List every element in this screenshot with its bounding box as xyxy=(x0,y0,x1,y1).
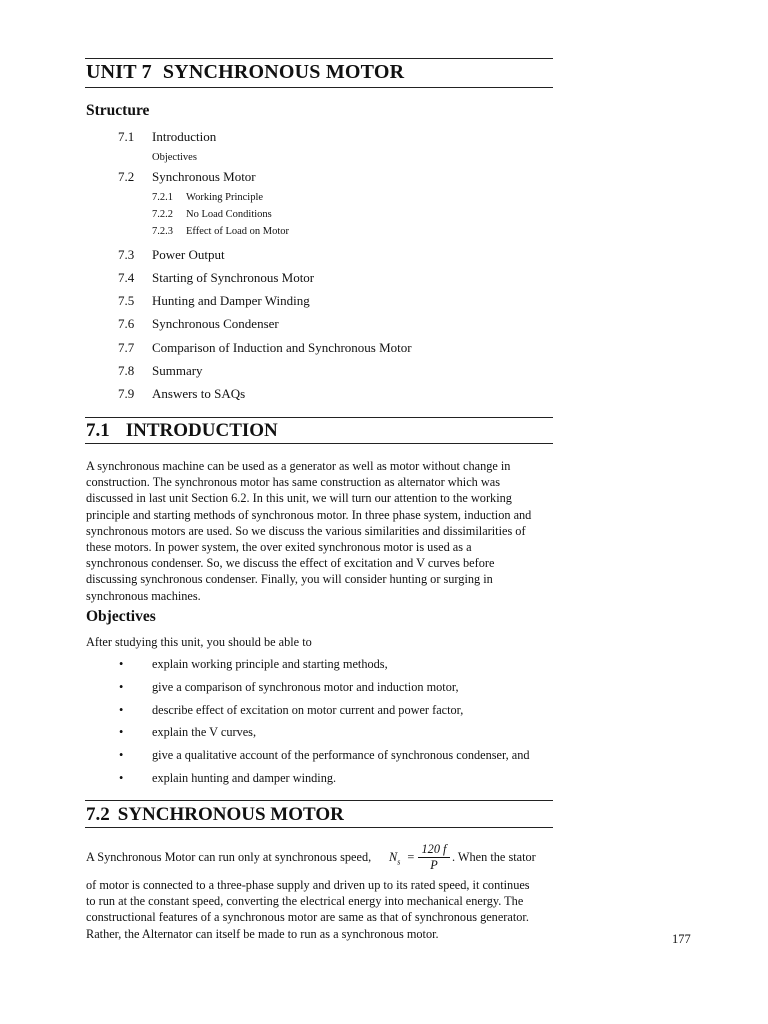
synchronous-speed-symbol xyxy=(389,850,414,866)
section-number: 7.1 xyxy=(86,420,110,441)
paragraph-line: synchronous condenser. So, we discuss the effect of excitation and V curves before xyxy=(86,556,495,571)
equation-lead-text: A Synchronous Motor can run only at synchronous speed, xyxy=(86,850,372,864)
toc-number: 7.6 xyxy=(118,316,135,331)
unit-title xyxy=(86,61,404,84)
unit-title-rule xyxy=(85,87,553,88)
objectives-lead xyxy=(86,634,556,650)
toc-number: 7.3 xyxy=(118,247,135,262)
structure-heading: Structure xyxy=(86,102,150,119)
toc-number: 7.2.3 xyxy=(152,226,173,237)
objective-text: explain working principle and starting methods, xyxy=(152,657,388,671)
toc-title: Hunting and Damper Winding xyxy=(152,293,310,308)
paragraph-line: to run at the constant speed, converting the electrical energy into mechanical energy. The xyxy=(86,894,524,909)
paragraph-line: principle and starting methods of synchronous motor. In three phase system, induction and xyxy=(86,507,532,522)
section-heading-synchronous-motor xyxy=(86,804,344,826)
section-title: SYNCHRONOUS MOTOR xyxy=(117,804,344,825)
bullet-icon: • xyxy=(119,680,124,694)
section-number: 7.2 xyxy=(86,804,110,825)
section-rule xyxy=(85,800,553,801)
speed-symbol: N xyxy=(389,850,398,864)
toc-title: Objectives xyxy=(152,152,197,163)
toc-number: 7.5 xyxy=(118,293,135,308)
paragraph-line: synchronous motors are used. So we discuss the various similarities and dissimilarities of xyxy=(86,523,526,538)
toc-title: Working Principle xyxy=(186,192,264,203)
paragraph-line: constructional features of a synchronous motor are same as that of synchronous generator. xyxy=(86,910,529,925)
toc-title: Starting of Synchronous Motor xyxy=(152,270,315,285)
toc-number: 7.7 xyxy=(118,340,135,355)
objective-text: give a comparison of synchronous motor and induction motor, xyxy=(152,680,459,694)
paragraph-line: construction. The synchronous motor has same construction as alternator which was xyxy=(86,475,501,490)
objective-text: give a qualitative account of the performance of synchronous condenser, and xyxy=(152,748,530,762)
toc-title: Effect of Load on Motor xyxy=(186,226,290,237)
bullet-icon: • xyxy=(119,748,124,762)
synchronous-motor-paragraph xyxy=(86,877,556,942)
paragraph-line: discussed in last unit Section 6.2. In this unit, we will turn our attention to the working xyxy=(86,491,512,506)
intro-paragraph xyxy=(86,458,556,604)
fraction-denominator: P xyxy=(430,858,438,872)
toc-title: Introduction xyxy=(152,129,217,144)
paragraph-line: these motors. In power system, the over exited synchronous motor is used as a xyxy=(86,540,472,555)
objective-text: explain hunting and damper winding. xyxy=(152,771,337,785)
section-heading-introduction xyxy=(86,420,278,442)
paragraph-line: discussing synchronous condenser. Finally, you will consider hunting or surging in xyxy=(86,572,493,587)
section-title: INTRODUCTION xyxy=(125,420,278,441)
toc-title: Synchronous Motor xyxy=(152,169,256,184)
equation-tail-text: . When the stator xyxy=(452,850,536,864)
paragraph-line: Rather, the Alternator can itself be made to run as a synchronous motor. xyxy=(86,926,439,941)
speed-fraction xyxy=(418,842,450,873)
paragraph-line: of motor is connected to a three-phase supply and driven up to its rated speed, it continues xyxy=(86,878,530,892)
toc-title: Synchronous Condenser xyxy=(152,316,279,331)
toc-title: No Load Conditions xyxy=(186,209,272,220)
toc-number: 7.8 xyxy=(118,363,135,378)
page-number: 177 xyxy=(672,932,691,946)
toc-number: 7.2 xyxy=(118,169,135,184)
section-rule xyxy=(85,827,553,828)
bullet-icon: • xyxy=(119,657,124,671)
toc-number: 7.2.2 xyxy=(152,209,173,220)
paragraph-line: synchronous machines. xyxy=(86,588,201,603)
unit-name: SYNCHRONOUS MOTOR xyxy=(162,61,405,83)
bullet-icon: • xyxy=(119,703,124,717)
objective-text: explain the V curves, xyxy=(152,725,257,739)
toc-title: Answers to SAQs xyxy=(152,386,246,401)
fraction-numerator: 120 f xyxy=(418,842,450,858)
paragraph-line: After studying this unit, you should be able to xyxy=(86,635,312,649)
toc-number: 7.1 xyxy=(118,129,135,144)
paragraph-line: A synchronous machine can be used as a generator as well as motor without change in xyxy=(86,459,511,473)
toc-number: 7.9 xyxy=(118,386,135,401)
bullet-icon: • xyxy=(119,771,124,785)
toc-item xyxy=(152,152,197,163)
equals-sign: = xyxy=(407,850,415,864)
bullet-icon: • xyxy=(119,725,124,739)
objectives-heading: Objectives xyxy=(86,608,156,625)
unit-number: UNIT 7 xyxy=(86,61,152,83)
toc-title: Power Output xyxy=(152,247,225,262)
top-rule xyxy=(85,58,553,59)
toc-number: 7.4 xyxy=(118,270,135,285)
toc-number: 7.2.1 xyxy=(152,192,173,203)
section-rule xyxy=(85,417,553,418)
toc-title: Summary xyxy=(152,363,203,378)
section-rule xyxy=(85,443,553,444)
objective-text: describe effect of excitation on motor current and power factor, xyxy=(152,703,464,717)
toc-title: Comparison of Induction and Synchronous Motor xyxy=(152,340,412,355)
speed-subscript: s xyxy=(397,857,401,867)
